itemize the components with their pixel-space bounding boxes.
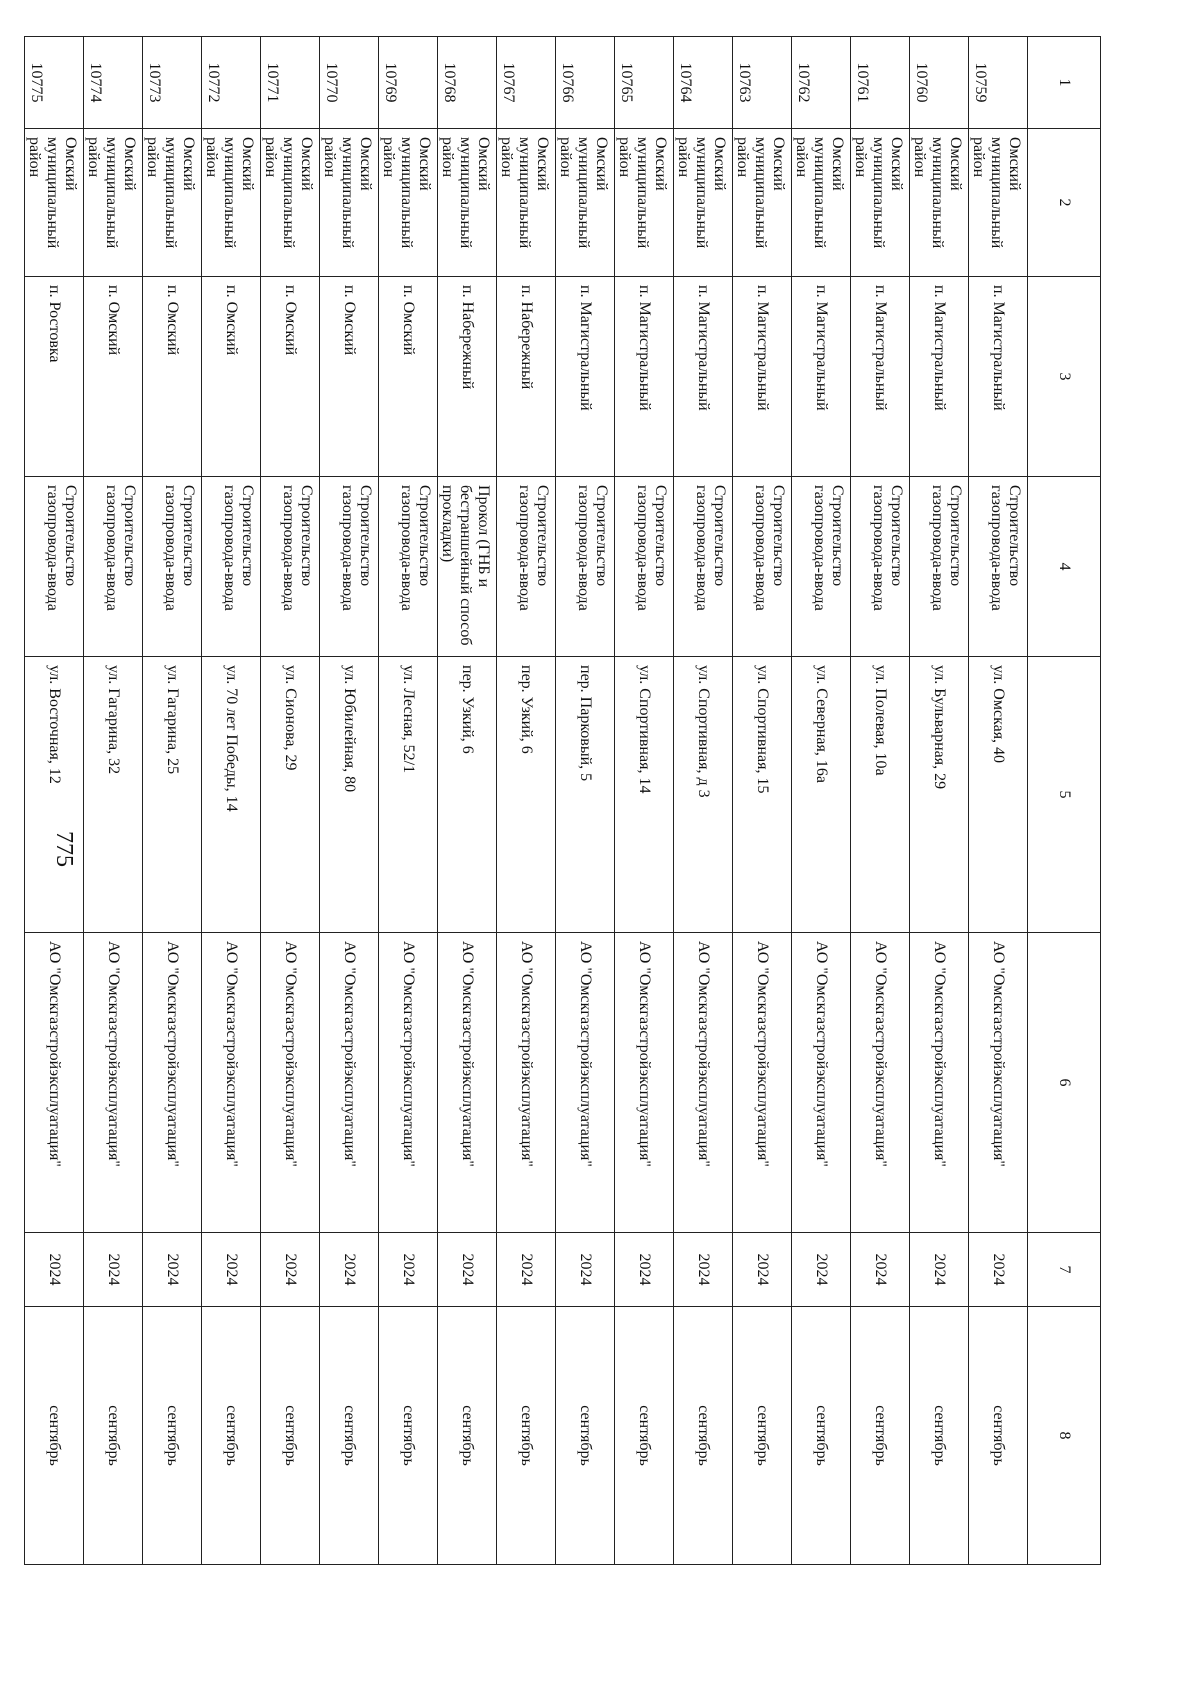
month-cell: сентябрь (320, 1307, 379, 1565)
table-row (792, 37, 851, 1565)
address-cell: ул. Спортивная, 15 (733, 657, 792, 933)
month-cell: сентябрь (261, 1307, 320, 1565)
page-number: 775 (51, 831, 77, 867)
month-cell: сентябрь (792, 1307, 851, 1565)
district-cell: Омский муниципальный район (556, 129, 615, 277)
contractor-cell: АО "Омскгазстройэксплуатация" (84, 933, 143, 1233)
gas-pipeline-table (24, 36, 1101, 1565)
year-cell: 2024 (792, 1233, 851, 1307)
month-cell: сентябрь (143, 1307, 202, 1565)
contractor-cell: АО "Омскгазстройэксплуатация" (674, 933, 733, 1233)
month-cell: сентябрь (910, 1307, 969, 1565)
contractor-cell: АО "Омскгазстройэксплуатация" (615, 933, 674, 1233)
row-number-cell: 10774 (84, 37, 143, 129)
work-type-cell: Строительство газопровода-ввода (379, 477, 438, 657)
table-row (84, 37, 143, 1565)
month-cell: сентябрь (969, 1307, 1028, 1565)
row-number-cell: 10766 (556, 37, 615, 129)
column-header: 1 (1028, 37, 1101, 129)
column-header: 8 (1028, 1307, 1101, 1565)
row-number-cell: 10772 (202, 37, 261, 129)
month-cell: сентябрь (84, 1307, 143, 1565)
year-cell: 2024 (733, 1233, 792, 1307)
year-cell: 2024 (497, 1233, 556, 1307)
settlement-cell: п. Омский (379, 277, 438, 477)
year-cell: 2024 (379, 1233, 438, 1307)
year-cell: 2024 (261, 1233, 320, 1307)
month-cell: сентябрь (25, 1307, 84, 1565)
month-cell: сентябрь (379, 1307, 438, 1565)
address-cell: ул. Спортивная, д 3 (674, 657, 733, 933)
settlement-cell: п. Магистральный (910, 277, 969, 477)
district-cell: Омский муниципальный район (84, 129, 143, 277)
work-type-cell: Прокол (ГНБ и бестраншейный способ прокладки) (438, 477, 497, 657)
contractor-cell: АО "Омскгазстройэксплуатация" (25, 933, 84, 1233)
address-cell: ул. Полевая, 10а (851, 657, 910, 933)
contractor-cell: АО "Омскгазстройэксплуатация" (379, 933, 438, 1233)
column-header: 7 (1028, 1233, 1101, 1307)
row-number-cell: 10775 (25, 37, 84, 129)
settlement-cell: п. Ростовка (25, 277, 84, 477)
table-row (497, 37, 556, 1565)
work-type-cell: Строительство газопровода-ввода (615, 477, 674, 657)
contractor-cell: АО "Омскгазстройэксплуатация" (969, 933, 1028, 1233)
address-cell: ул. Северная, 16а (792, 657, 851, 933)
table-row (674, 37, 733, 1565)
work-type-cell: Строительство газопровода-ввода (202, 477, 261, 657)
row-number-cell: 10763 (733, 37, 792, 129)
address-cell: ул. Гагарина, 25 (143, 657, 202, 933)
work-type-cell: Строительство газопровода-ввода (674, 477, 733, 657)
table-row (25, 37, 84, 1565)
row-number-cell: 10769 (379, 37, 438, 129)
work-type-cell: Строительство газопровода-ввода (84, 477, 143, 657)
settlement-cell: п. Омский (320, 277, 379, 477)
year-cell: 2024 (674, 1233, 733, 1307)
work-type-cell: Строительство газопровода-ввода (497, 477, 556, 657)
month-cell: сентябрь (674, 1307, 733, 1565)
table-row (143, 37, 202, 1565)
row-number-cell: 10768 (438, 37, 497, 129)
work-type-cell: Строительство газопровода-ввода (733, 477, 792, 657)
district-cell: Омский муниципальный район (143, 129, 202, 277)
header-row (1028, 37, 1101, 1565)
settlement-cell: п. Магистральный (851, 277, 910, 477)
settlement-cell: п. Набережный (497, 277, 556, 477)
column-header: 3 (1028, 277, 1101, 477)
column-header: 6 (1028, 933, 1101, 1233)
address-cell: пер. Узкий, 6 (438, 657, 497, 933)
district-cell: Омский муниципальный район (674, 129, 733, 277)
contractor-cell: АО "Омскгазстройэксплуатация" (320, 933, 379, 1233)
contractor-cell: АО "Омскгазстройэксплуатация" (261, 933, 320, 1233)
row-number-cell: 10771 (261, 37, 320, 129)
settlement-cell: п. Омский (84, 277, 143, 477)
work-type-cell: Строительство газопровода-ввода (556, 477, 615, 657)
table-row (320, 37, 379, 1565)
contractor-cell: АО "Омскгазстройэксплуатация" (851, 933, 910, 1233)
row-number-cell: 10767 (497, 37, 556, 129)
district-cell: Омский муниципальный район (202, 129, 261, 277)
settlement-cell: п. Омский (202, 277, 261, 477)
work-type-cell: Строительство газопровода-ввода (969, 477, 1028, 657)
settlement-cell: п. Магистральный (615, 277, 674, 477)
table-row (851, 37, 910, 1565)
month-cell: сентябрь (615, 1307, 674, 1565)
table-row (733, 37, 792, 1565)
address-cell: пер. Узкий, 6 (497, 657, 556, 933)
work-type-cell: Строительство газопровода-ввода (792, 477, 851, 657)
district-cell: Омский муниципальный район (910, 129, 969, 277)
district-cell: Омский муниципальный район (261, 129, 320, 277)
settlement-cell: п. Магистральный (969, 277, 1028, 477)
address-cell: пер. Парковый, 5 (556, 657, 615, 933)
month-cell: сентябрь (851, 1307, 910, 1565)
month-cell: сентябрь (438, 1307, 497, 1565)
settlement-cell: п. Набережный (438, 277, 497, 477)
table-row (202, 37, 261, 1565)
district-cell: Омский муниципальный район (497, 129, 556, 277)
year-cell: 2024 (438, 1233, 497, 1307)
table-row (615, 37, 674, 1565)
work-type-cell: Строительство газопровода-ввода (25, 477, 84, 657)
district-cell: Омский муниципальный район (733, 129, 792, 277)
settlement-cell: п. Магистральный (556, 277, 615, 477)
address-cell: ул. Лесная, 52/1 (379, 657, 438, 933)
row-number-cell: 10761 (851, 37, 910, 129)
contractor-cell: АО "Омскгазстройэксплуатация" (202, 933, 261, 1233)
address-cell: ул. Гагарина, 32 (84, 657, 143, 933)
address-cell: ул. Омская, 40 (969, 657, 1028, 933)
table-row (556, 37, 615, 1565)
year-cell: 2024 (25, 1233, 84, 1307)
year-cell: 2024 (143, 1233, 202, 1307)
contractor-cell: АО "Омскгазстройэксплуатация" (792, 933, 851, 1233)
table-row (261, 37, 320, 1565)
contractor-cell: АО "Омскгазстройэксплуатация" (733, 933, 792, 1233)
row-number-cell: 10773 (143, 37, 202, 129)
address-cell: ул. Бульварная, 29 (910, 657, 969, 933)
month-cell: сентябрь (556, 1307, 615, 1565)
work-type-cell: Строительство газопровода-ввода (320, 477, 379, 657)
month-cell: сентябрь (733, 1307, 792, 1565)
settlement-cell: п. Омский (261, 277, 320, 477)
work-type-cell: Строительство газопровода-ввода (143, 477, 202, 657)
table-container (26, 36, 1101, 1564)
column-header: 4 (1028, 477, 1101, 657)
address-cell: ул. 70 лет Победы, 14 (202, 657, 261, 933)
rotated-table-frame (26, 36, 1101, 1564)
row-number-cell: 10762 (792, 37, 851, 129)
district-cell: Омский муниципальный район (851, 129, 910, 277)
row-number-cell: 10764 (674, 37, 733, 129)
settlement-cell: п. Омский (143, 277, 202, 477)
contractor-cell: АО "Омскгазстройэксплуатация" (556, 933, 615, 1233)
year-cell: 2024 (320, 1233, 379, 1307)
district-cell: Омский муниципальный район (379, 129, 438, 277)
address-cell: ул. Восточная, 12 (25, 657, 84, 933)
address-cell: ул. Спортивная, 14 (615, 657, 674, 933)
district-cell: Омский муниципальный район (615, 129, 674, 277)
table-row (379, 37, 438, 1565)
year-cell: 2024 (615, 1233, 674, 1307)
settlement-cell: п. Магистральный (792, 277, 851, 477)
year-cell: 2024 (556, 1233, 615, 1307)
table-row (910, 37, 969, 1565)
table-row (969, 37, 1028, 1565)
row-number-cell: 10765 (615, 37, 674, 129)
column-header: 5 (1028, 657, 1101, 933)
table-body (25, 37, 1028, 1565)
contractor-cell: АО "Омскгазстройэксплуатация" (143, 933, 202, 1233)
settlement-cell: п. Магистральный (674, 277, 733, 477)
district-cell: Омский муниципальный район (969, 129, 1028, 277)
address-cell: ул. Сионова, 29 (261, 657, 320, 933)
district-cell: Омский муниципальный район (438, 129, 497, 277)
month-cell: сентябрь (202, 1307, 261, 1565)
address-cell: ул. Юбилейная, 80 (320, 657, 379, 933)
month-cell: сентябрь (497, 1307, 556, 1565)
year-cell: 2024 (851, 1233, 910, 1307)
contractor-cell: АО "Омскгазстройэксплуатация" (438, 933, 497, 1233)
work-type-cell: Строительство газопровода-ввода (910, 477, 969, 657)
work-type-cell: Строительство газопровода-ввода (261, 477, 320, 657)
contractor-cell: АО "Омскгазстройэксплуатация" (910, 933, 969, 1233)
district-cell: Омский муниципальный район (320, 129, 379, 277)
district-cell: Омский муниципальный район (25, 129, 84, 277)
row-number-cell: 10759 (969, 37, 1028, 129)
row-number-cell: 10760 (910, 37, 969, 129)
contractor-cell: АО "Омскгазстройэксплуатация" (497, 933, 556, 1233)
year-cell: 2024 (84, 1233, 143, 1307)
table-row (438, 37, 497, 1565)
column-header: 2 (1028, 129, 1101, 277)
year-cell: 2024 (910, 1233, 969, 1307)
district-cell: Омский муниципальный район (792, 129, 851, 277)
year-cell: 2024 (969, 1233, 1028, 1307)
settlement-cell: п. Магистральный (733, 277, 792, 477)
row-number-cell: 10770 (320, 37, 379, 129)
work-type-cell: Строительство газопровода-ввода (851, 477, 910, 657)
year-cell: 2024 (202, 1233, 261, 1307)
